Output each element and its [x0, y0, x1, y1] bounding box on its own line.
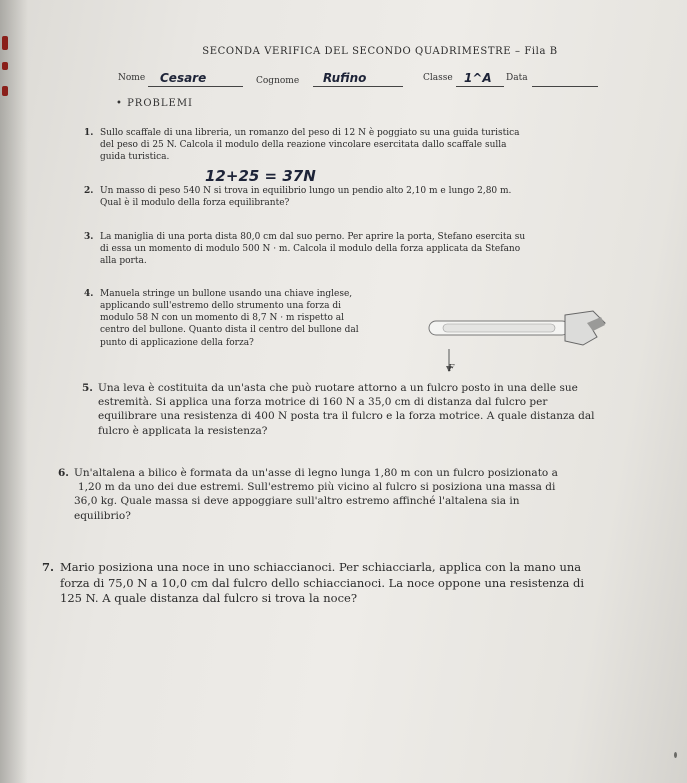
problem-number: 1. — [84, 128, 94, 138]
wrench-figure — [415, 303, 610, 383]
problem-text-line: Un'altalena a bilico è formata da un'asse di legno lunga 1,80 m con un fulcro posizionato a — [74, 467, 558, 479]
problem-text-line: 125 N. A quale distanza dal fulcro si trova la noce? — [60, 591, 357, 606]
problem-text-line: modulo 58 N con un momento di 8,7 N · m rispetto al — [100, 313, 344, 324]
problem-number: 6. — [58, 467, 69, 479]
problem-text-line: equilibrio? — [74, 509, 131, 522]
problem-text-line: fulcro è applicata la resistenza? — [98, 424, 268, 437]
problem-1 — [84, 127, 620, 163]
problem-text-line: Mario posiziona una noce in uno schiaccianoci. Per schiacciarla, applica con la mano una — [60, 560, 582, 574]
problem-text-line: forza di 75,0 N a 10,0 cm dal fulcro dello schiaccianoci. La noce oppone una resistenza di — [60, 575, 585, 590]
name-label: Nome — [118, 73, 146, 83]
problem-text-line: guida turistica. — [100, 152, 170, 163]
page-title: SECONDA VERIFICA DEL SECONDO QUADRIMESTRE – Fila B — [202, 46, 558, 57]
problem-number: 4. — [84, 289, 94, 299]
date-label: Data — [506, 73, 528, 83]
problem-text-line: alla porta. — [100, 256, 147, 267]
problem-text-line: di essa un momento di modulo 500 N · m. Calcola il modulo della forza applicata da Stefano — [100, 244, 521, 255]
problem-text-line: applicando sull'estremo dello strumento una forza di — [100, 301, 342, 312]
handwritten-answer: 12+25 = 37N — [205, 167, 316, 185]
class-field[interactable]: 1^A — [464, 71, 492, 85]
problem-text-line: Una leva è costituita da un'asta che può ruotare attorno a un fulcro posto in una delle sue — [98, 382, 578, 394]
problem-number: 2. — [84, 186, 94, 196]
problem-5 — [82, 381, 643, 438]
problem-text-line: 1,20 m da uno dei due estremi. Sull'estremo più vicino al fulcro si posiziona una massa di — [78, 481, 556, 494]
problem-4 — [84, 288, 412, 349]
problem-number: 7. — [42, 560, 55, 574]
problem-text-line: estremità. Si applica una forza motrice di 160 N a 35,0 cm di distanza dal fulcro per — [98, 396, 548, 409]
problem-number: 5. — [82, 382, 93, 394]
section-heading: • PROBLEMI — [116, 98, 194, 109]
class-label: Classe — [423, 73, 453, 83]
problem-text-line: equilibrare una resistenza di 400 N posta tra il fulcro e la forza motrice. A quale distanza dal — [98, 410, 595, 423]
paper-speck — [674, 752, 677, 758]
problem-6 — [58, 466, 654, 523]
problem-text-line: 36,0 kg. Quale massa si deve appoggiare sull'altro estremo affinché l'altalena sia in — [74, 495, 520, 508]
problem-number: 3. — [84, 232, 94, 242]
force-label: F — [448, 364, 455, 374]
date-field[interactable] — [532, 86, 598, 87]
problem-text-line: centro del bullone. Quanto dista il centro del bullone dal — [100, 325, 359, 336]
problem-7 — [42, 560, 660, 607]
binding-mark — [2, 36, 8, 50]
student-info-row — [118, 73, 638, 97]
binding-mark — [2, 62, 8, 70]
binding-mark — [2, 86, 8, 96]
problem-text-line: del peso di 25 N. Calcola il modulo della reazione vincolare esercitata dallo scaffale sulla — [100, 140, 507, 151]
surname-label: Cognome — [256, 76, 300, 86]
problem-text-line: Qual è il modulo della forza equilibrante? — [100, 198, 290, 209]
problem-3 — [84, 231, 640, 267]
page-shadow — [0, 0, 28, 783]
surname-field[interactable]: Rufino — [323, 71, 367, 85]
name-field[interactable]: Cesare — [160, 71, 207, 85]
problem-2 — [84, 185, 620, 209]
name-field-line — [148, 86, 243, 87]
surname-field-line — [313, 86, 403, 87]
problem-text-line: Sullo scaffale di una libreria, un romanzo del peso di 12 N è poggiato su una guida turistica — [100, 128, 520, 138]
problem-text-line: punto di applicazione della forza? — [100, 337, 254, 348]
class-field-line — [456, 86, 504, 87]
problem-text-line: Manuela stringe un bullone usando una chiave inglese, — [100, 289, 353, 299]
problem-text-line: La maniglia di una porta dista 80,0 cm dal suo perno. Per aprire la porta, Stefano esercita su — [100, 232, 526, 242]
problem-text-line: Un masso di peso 540 N si trova in equilibrio lungo un pendio alto 2,10 m e lungo 2,80 m. — [100, 186, 512, 196]
wrench-icon — [415, 303, 610, 383]
